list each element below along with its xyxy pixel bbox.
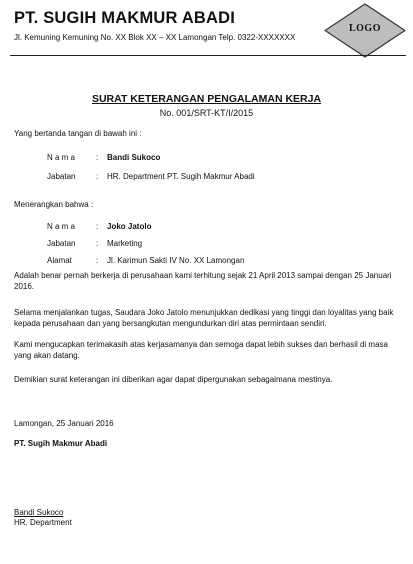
employee-address-value: Jl. Karimun Sakti IV No. XX Lamongan: [107, 256, 245, 265]
colon: :: [96, 222, 99, 231]
body-paragraph: Selama menjalankan tugas, Saudara Joko Jatolo menunjukkan dedikasi yang tinggi dan loyalitas yang baik kepada perusahaan dan yang bersangkutan mengundurkan diri atas permintaan sendiri.: [14, 308, 394, 328]
signer-position-value: HR. Department PT. Sugih Makmur Abadi: [107, 172, 255, 181]
employee-position-value: Marketing: [107, 239, 143, 248]
letter-number: No. 001/SRT-KT/I/2015: [159, 108, 254, 118]
body-paragraph: Adalah benar pernah berkerja di perusahaan kami terhitung sejak 21 April 2013 sampai dengan 25 Januari 2016.: [14, 271, 392, 291]
body-paragraph: Kami mengucapkan terimakasih atas kerjasamanya dan semoga dapat lebih sukses dan berhasil di masa yang akan datang.: [14, 340, 388, 360]
signer-signature-name: Bandi Sukoco: [14, 508, 64, 517]
employee-name-label: N a m a: [47, 222, 76, 231]
employee-name-value: Joko Jatolo: [107, 222, 152, 231]
place-date: Lamongan, 25 Januari 2016: [14, 419, 114, 428]
signer-name-label: N a m a: [47, 153, 76, 162]
company-name: PT. SUGIH MAKMUR ABADI: [14, 9, 236, 27]
employee-address-label: Alamat: [47, 256, 72, 265]
colon: :: [96, 153, 99, 162]
signer-name-value: Bandi Sukoco: [107, 153, 161, 162]
company-address: Jl. Kemuning Kemuning No. XX Blok XX – XX Lamongan Telp. 0322-XXXXXXX: [14, 33, 296, 42]
signer-position-label: Jabatan: [47, 172, 76, 181]
letter-title: SURAT KETERANGAN PENGALAMAN KERJA: [91, 93, 322, 105]
logo-placeholder: [324, 3, 406, 58]
intro-text: Yang bertanda tangan di bawah ini :: [14, 129, 142, 138]
closing-company: PT. Sugih Makmur Abadi: [14, 439, 108, 448]
colon: :: [96, 172, 99, 181]
colon: :: [96, 239, 99, 248]
body-paragraph: Demikian surat keterangan ini diberikan agar dapat dipergunakan sebagaimana mestinya.: [14, 375, 333, 384]
signer-signature-position: HR. Department: [14, 518, 72, 527]
colon: :: [96, 256, 99, 265]
logo-text: LOGO: [348, 23, 381, 34]
employee-position-label: Jabatan: [47, 239, 76, 248]
declares-text: Menerangkan bahwa :: [14, 200, 94, 209]
letterhead-divider: [10, 55, 406, 56]
